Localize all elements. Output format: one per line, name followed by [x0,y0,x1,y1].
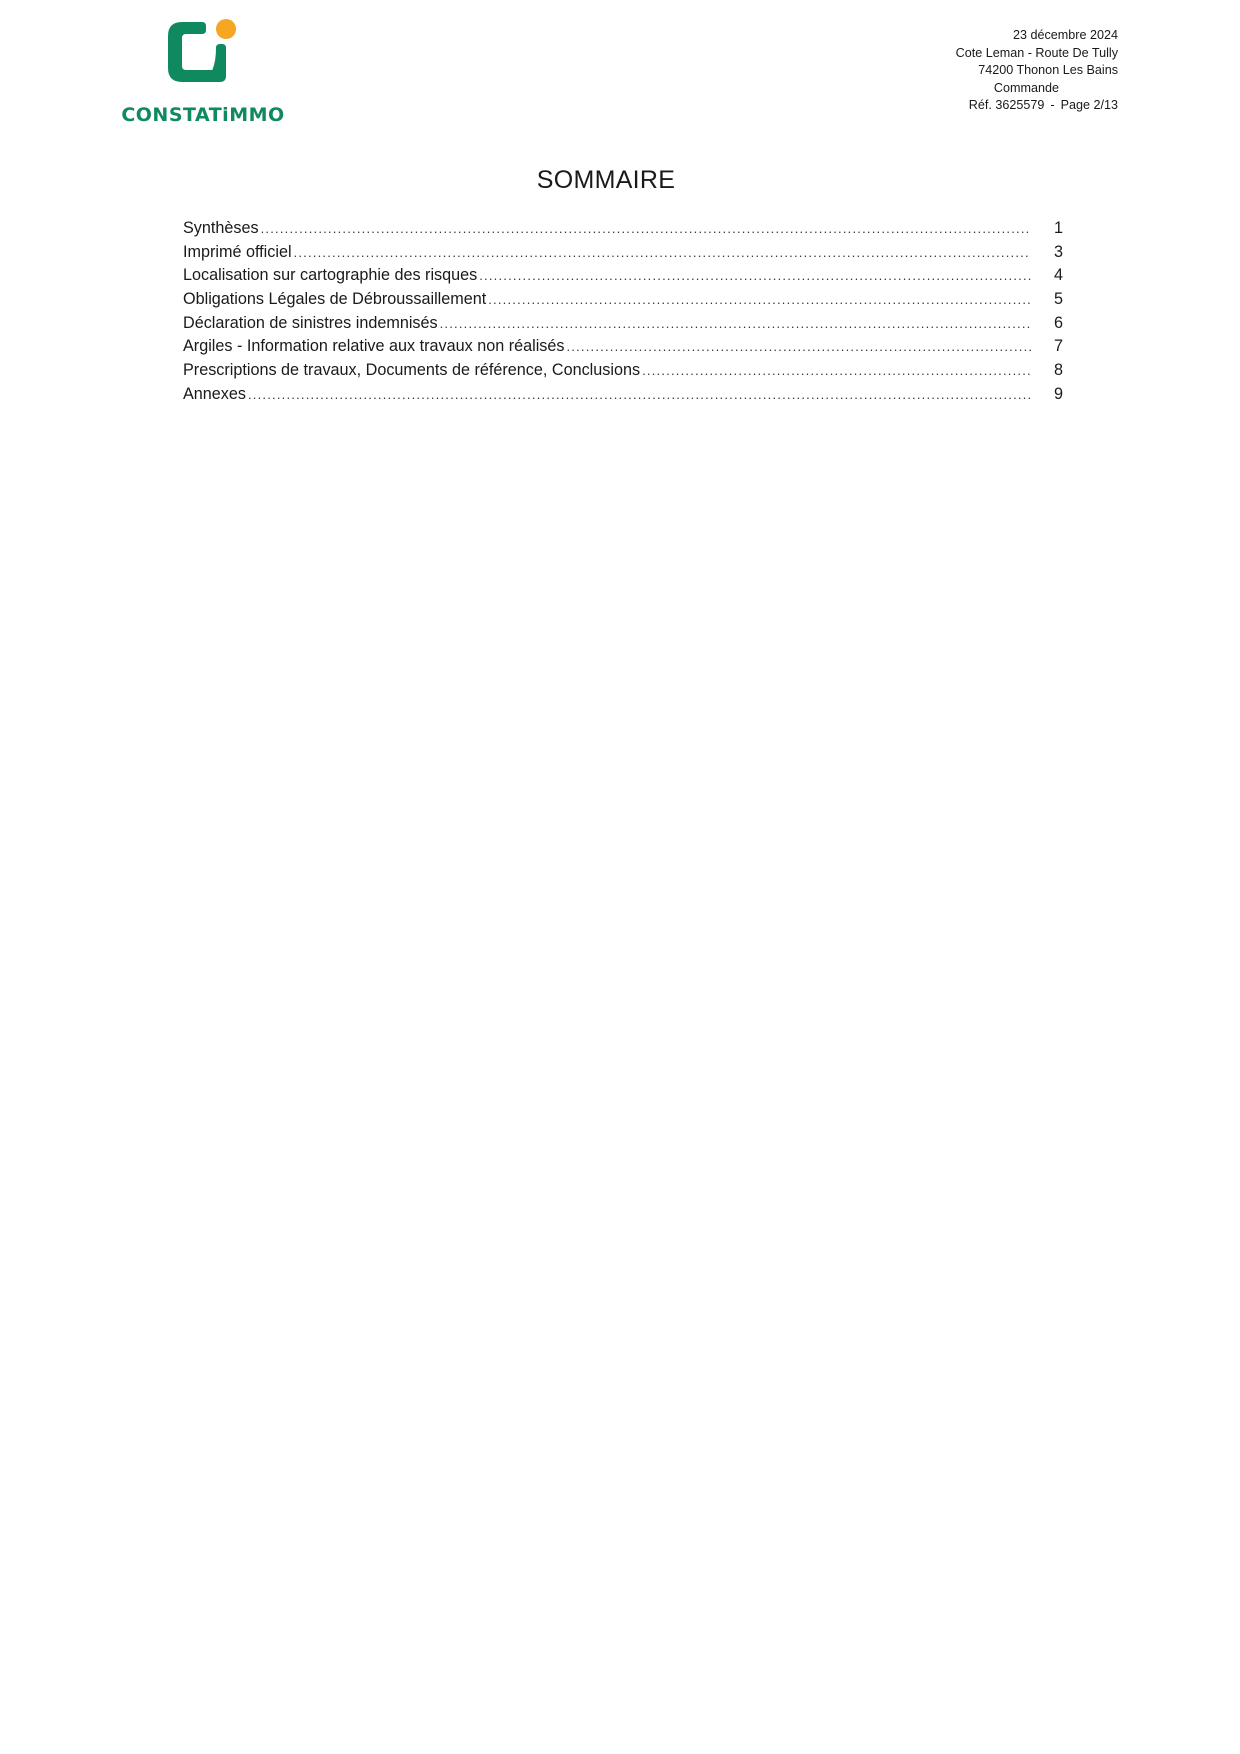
toc-leader-dots [440,316,1031,331]
company-logo [118,18,288,130]
toc-item-obligations[interactable] [183,290,1063,314]
toc-item-page: 9 [1053,384,1063,403]
toc-item-argiles[interactable] [183,337,1063,361]
toc-leader-dots [294,245,1031,260]
toc-leader-dots [566,339,1031,354]
toc-item-page: 4 [1053,266,1063,285]
toc-item-label: Argiles - Information relative aux travaux non réalisés [183,337,565,356]
toc-leader-dots [642,363,1031,378]
toc-item-declaration-sinistres[interactable] [183,314,1063,338]
toc-item-prescriptions[interactable] [183,361,1063,385]
toc-item-label: Synthèses [183,219,259,237]
toc-item-page: 7 [1053,337,1063,356]
toc-item-label: Obligations Légales de Débroussaillement [183,290,487,309]
table-of-contents [183,219,1063,409]
toc-item-syntheses[interactable] [183,219,1063,243]
toc-item-page: 3 [1053,242,1063,261]
toc-leader-dots [248,387,1031,402]
reference-separator: - [1050,98,1055,113]
document-header-info [956,27,1118,115]
toc-item-label: Prescriptions de travaux, Documents de référence, Conclusions [183,361,641,380]
toc-leader-dots [261,221,1031,236]
toc-item-label: Annexes [183,384,246,403]
toc-item-page: 5 [1053,290,1063,309]
toc-item-localisation[interactable] [183,266,1063,290]
reference-number: Réf. 3625579 [968,98,1045,113]
toc-item-imprime-officiel[interactable] [183,243,1063,267]
page-title: SOMMAIRE [536,166,676,194]
logo-mark-icon [162,18,242,98]
address-line-2: 74200 Thonon Les Bains [978,63,1118,78]
toc-item-annexes[interactable] [183,385,1063,409]
page-number: Page 2/13 [1060,98,1118,113]
toc-item-page: 1 [1053,219,1063,237]
document-date: 23 décembre 2024 [1012,28,1118,42]
toc-item-label: Imprimé officiel [183,242,292,261]
toc-item-label: Déclaration de sinistres indemnisés [183,313,438,332]
toc-item-page: 8 [1053,361,1063,380]
reference-line [956,97,1118,115]
logo-text: CONSTATiMMO [121,104,285,126]
toc-leader-dots [479,268,1031,283]
toc-item-page: 6 [1053,313,1063,332]
toc-item-label: Localisation sur cartographie des risques [183,266,478,285]
toc-leader-dots [488,292,1031,307]
address-line-1: Cote Leman - Route De Tully [955,45,1118,60]
order-label: Commande [993,80,1059,95]
